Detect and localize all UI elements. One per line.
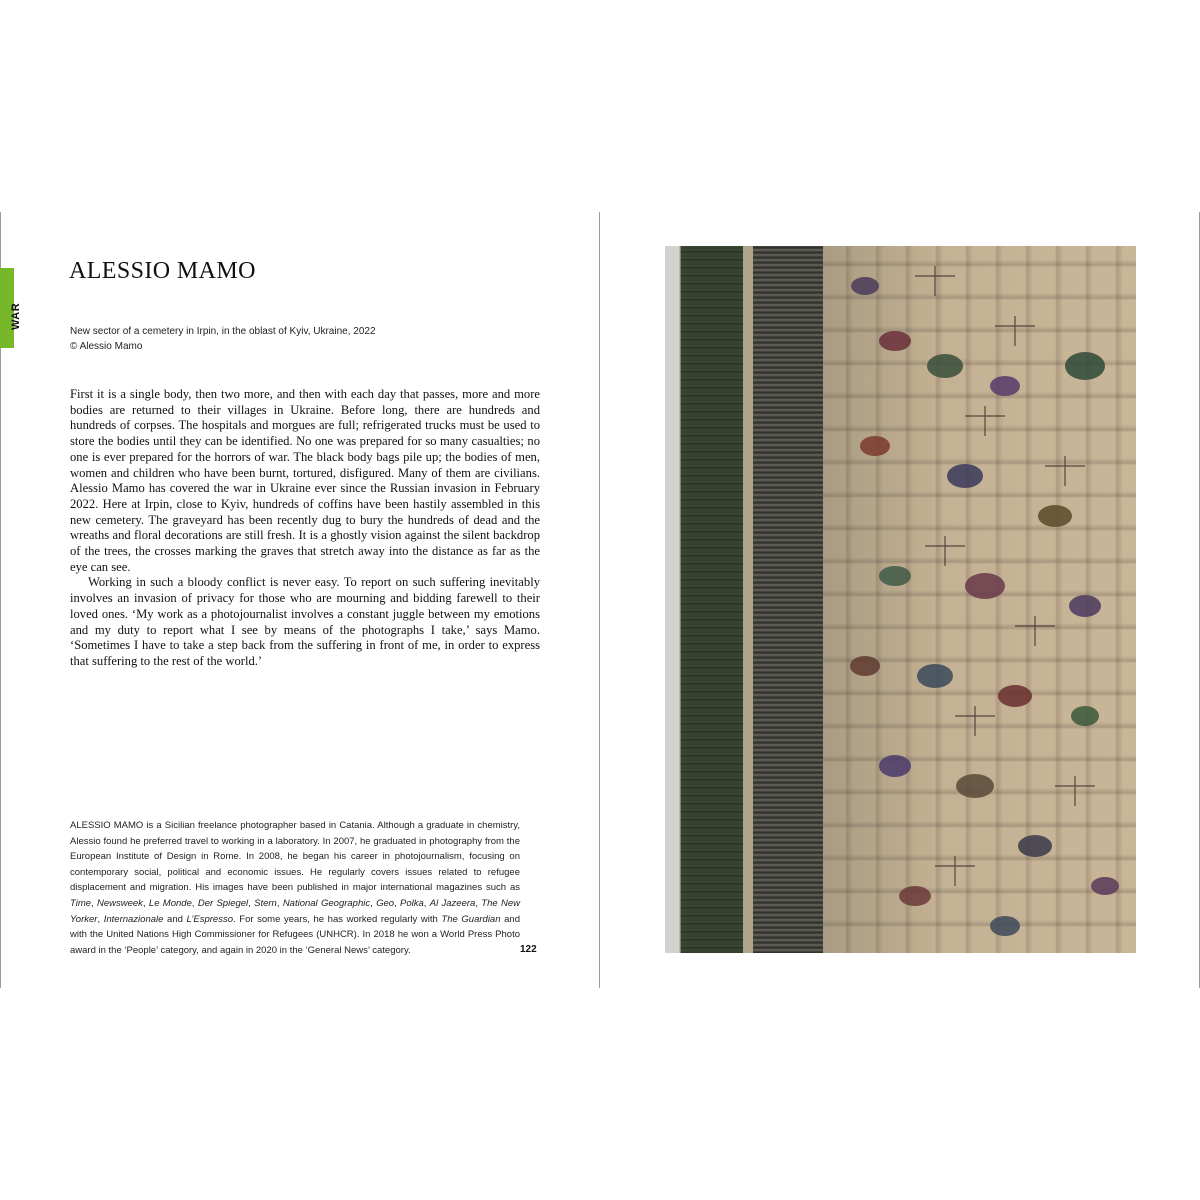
section-label: WAR — [10, 302, 22, 330]
bio-magazine: L’Espresso — [186, 913, 233, 925]
bio-magazine: Newsweek — [97, 897, 143, 909]
bio-text: ALESSIO MAMO is a Sicilian freelance photographer based in Catania. Although a graduate in chemistry, Alessio found he preferred travel to working in a laboratory. In 2007, he graduated in photography from the European Institute of Design in Rome. In 2008, he began his career in photojournalism, focusing on contemporary social, political and economic issues. He regularly covers issues related to refugee displacement and migration. His images have been published in major international magazines such as — [70, 820, 520, 894]
bio-text: and with the United Nations High Commissioner for Refugees (UNHCR). In 2018 he won a World Press Photo award in the ‘People’ category, and again in 2020 in the ‘General News’ category. — [70, 913, 520, 956]
bio-magazine: Time — [70, 897, 92, 909]
bio-separator: , — [394, 897, 401, 909]
bio-newspaper: The Guardian — [441, 913, 501, 925]
bio-separator: , — [248, 897, 255, 909]
bio-separator: , — [97, 913, 104, 925]
bio-magazine: The New Yorker — [70, 897, 520, 925]
photo-wreaths — [665, 246, 1136, 953]
cemetery-photograph — [665, 246, 1136, 953]
bio-separator: , — [370, 897, 377, 909]
photo-caption — [70, 324, 540, 354]
bio-text: . For some years, he has worked regularly with — [233, 913, 442, 925]
page-number: 122 — [520, 944, 537, 955]
bio-magazine: Geo — [376, 897, 395, 909]
essay-paragraph: First it is a single body, then two more, and then with each day that passes, more and more bodies are returned to their villages in Ukraine. Before long, there are hundreds and hundreds of corpses. The hospitals and morgues are full; refrigerated trucks must be used to store the bodies until they can be identified. No one was prepared for so many casualties; no one is ever prepared for the horrors of war. The black body bags pile up; the bodies of men, women and children who have been burnt, tortured, disfigured. Many of them are civilians. Alessio Mamo has covered the war in Ukraine ever since the Russian invasion in February 2022. Here at Irpin, close to Kyiv, hundreds of coffins have been hastily assembled in this new cemetery. The graveyard has been recently dug to bury the hundreds of dead and the wreaths and floral decorations are still fresh. It is a ghostly vision against the silent backdrop of the trees, the crosses marking the graves that stretch away into the distance as far as the eye can see. — [70, 387, 540, 574]
bio-magazine: Internazionale — [103, 913, 164, 925]
essay-text — [70, 387, 540, 670]
bio-separator: , — [142, 897, 149, 909]
bio-separator: , — [276, 897, 283, 909]
caption-line: New sector of a cemetery in Irpin, in the oblast of Kyiv, Ukraine, 2022 — [70, 326, 376, 337]
essay-paragraph: Working in such a bloody conflict is never easy. To report on such suffering inevitably involves an invasion of privacy for those who are mourning and bidding farewell to their loved ones. ‘My work as a photojournalist involves a constant juggle between my emotions and my duty to report what I see by means of the photographs I take,’ says Mamo. ‘Sometimes I have to take a step back from the suffering in front of me, in order to express that suffering to the rest of the world.’ — [70, 575, 540, 668]
bio-magazine: Stern — [254, 897, 277, 909]
bio-magazine: National Geographic — [282, 897, 371, 909]
bio-magazine: Der Spiegel — [197, 897, 249, 909]
book-gutter — [599, 212, 600, 988]
bio-separator: , — [191, 897, 198, 909]
bio-magazine: Le Monde — [148, 897, 192, 909]
bio-magazine: Al Jazeera — [429, 897, 476, 909]
bio-magazine: Polka — [400, 897, 424, 909]
caption-credit: © Alessio Mamo — [70, 341, 143, 352]
bio-separator: , — [91, 897, 97, 909]
bio-separator: and — [163, 913, 187, 925]
photographer-bio — [70, 818, 520, 958]
bio-separator: , — [423, 897, 430, 909]
page-title: ALESSIO MAMO — [69, 258, 256, 284]
bio-separator: , — [475, 897, 482, 909]
